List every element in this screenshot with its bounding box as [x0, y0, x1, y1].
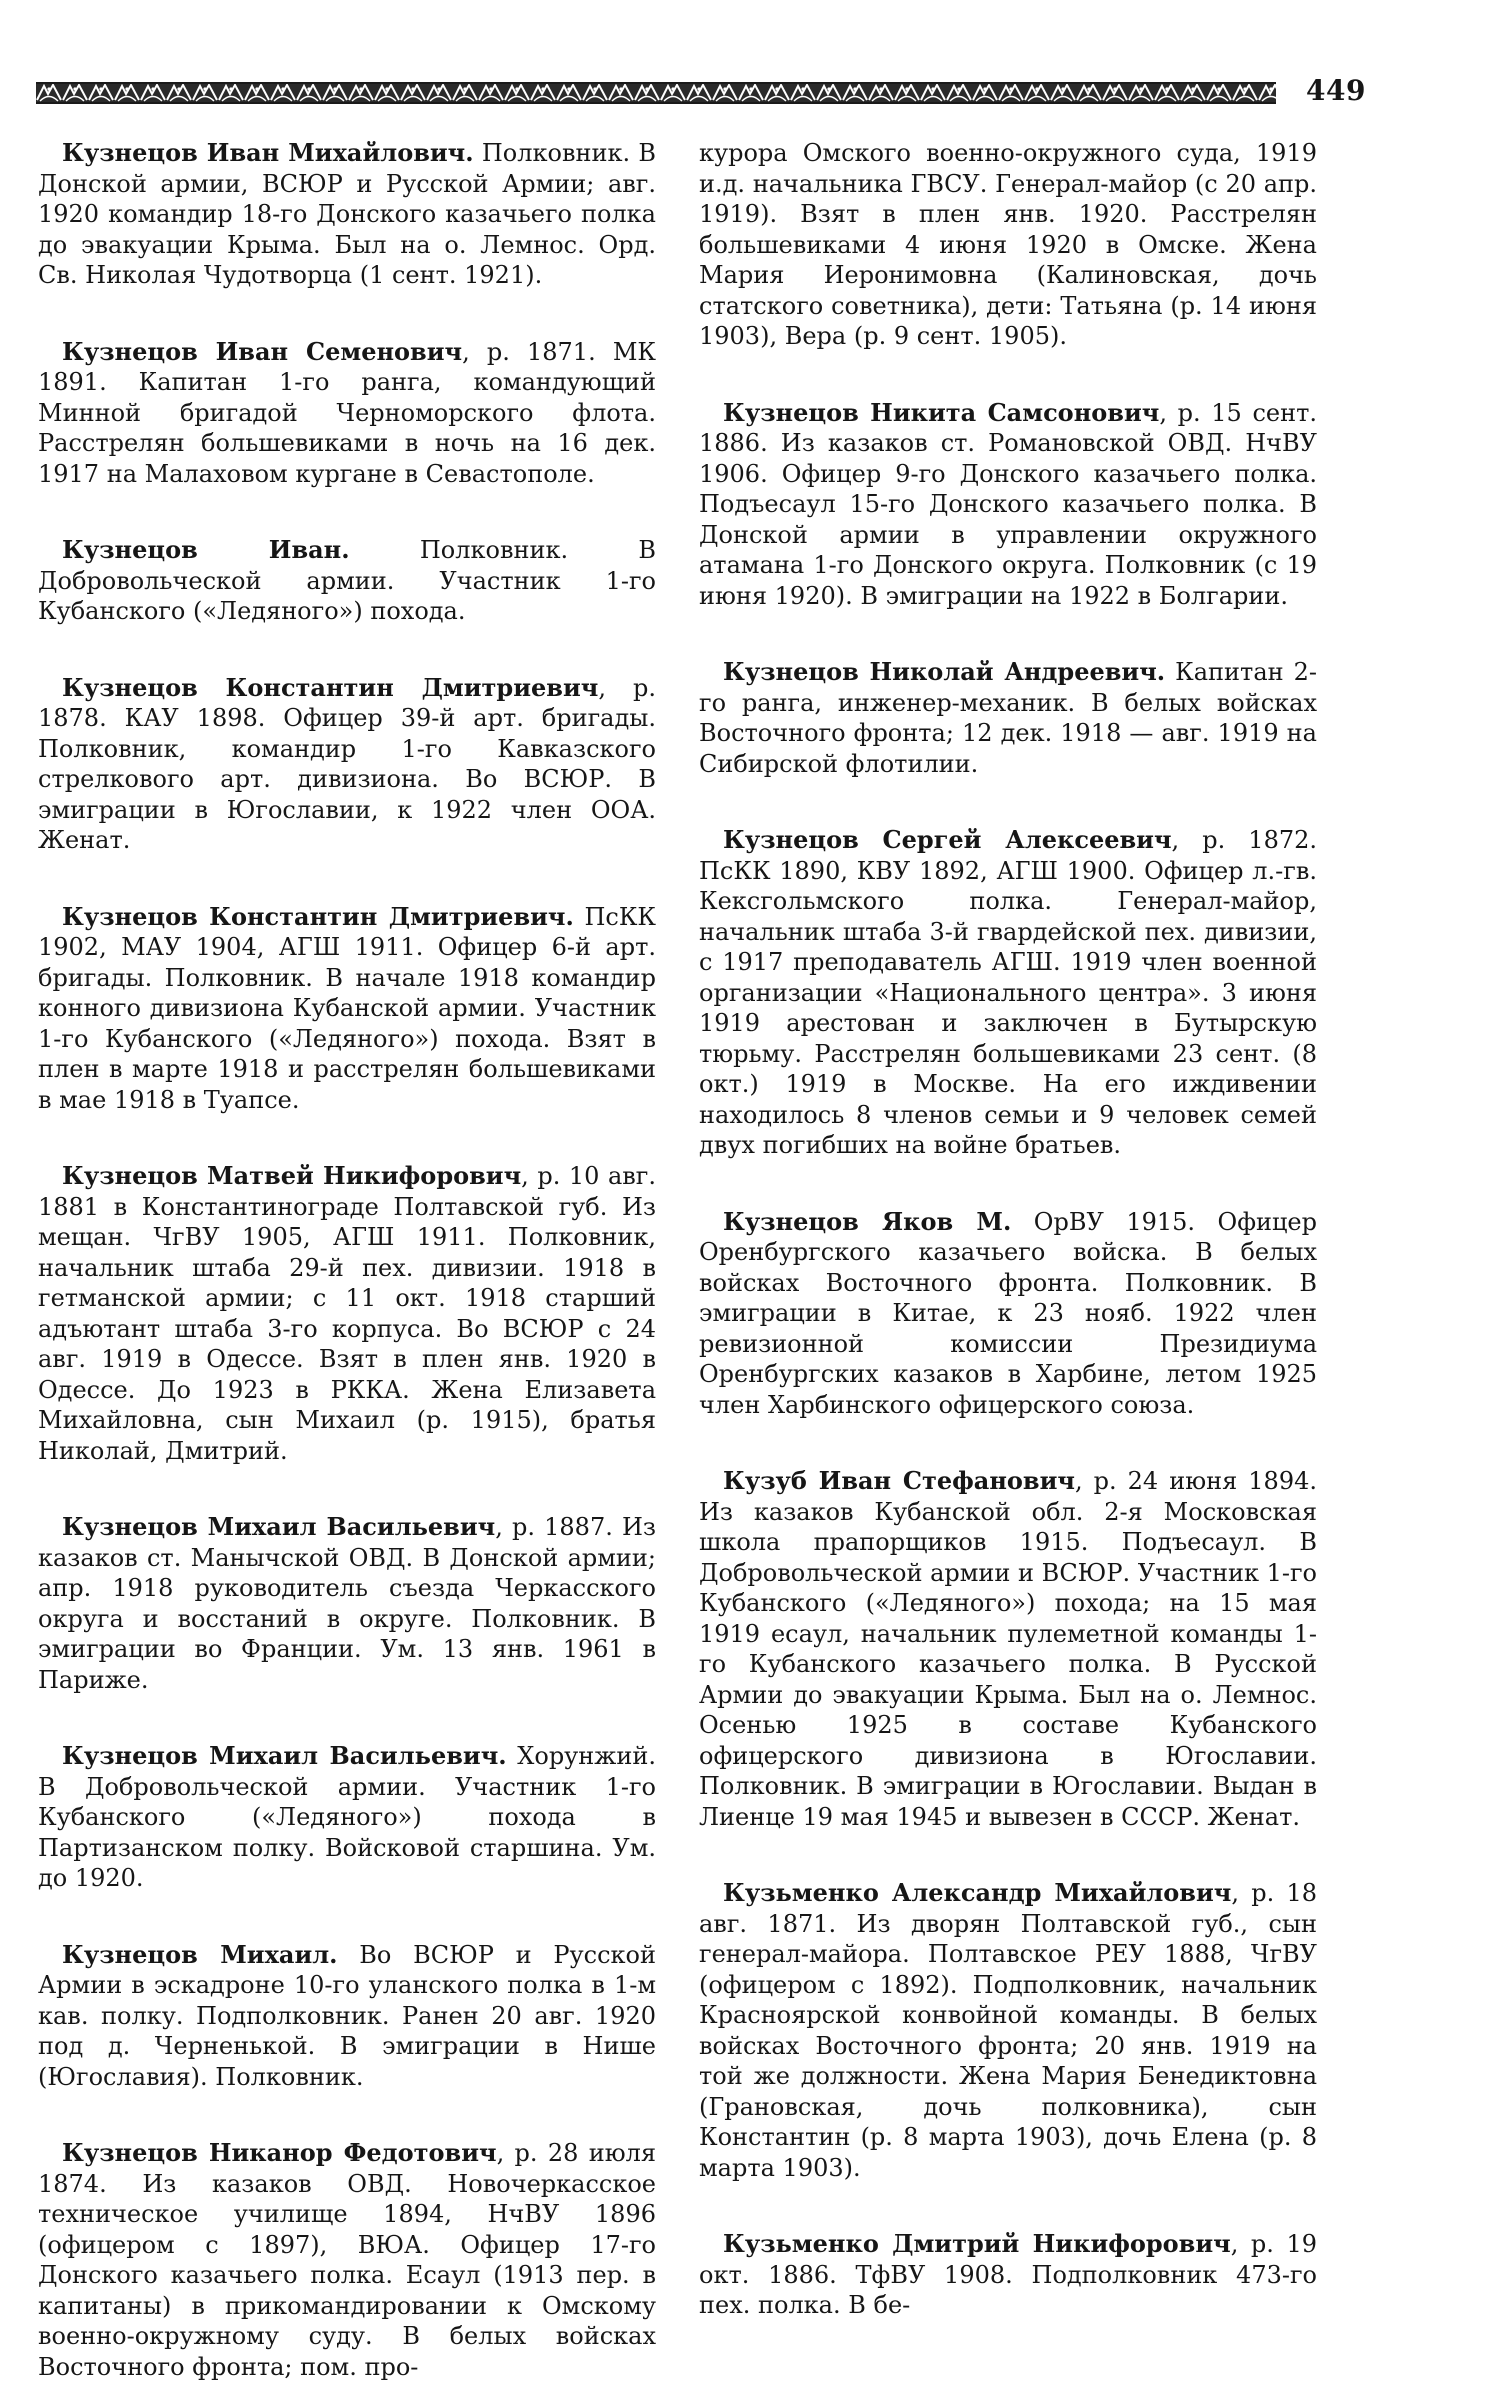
entry-text: Полковник. В Добровольческой армии. Участник 1-го Кубанского («Ледяного») похода.: [38, 536, 656, 625]
entry-text: Во ВСЮР и Русской Армии в эскадроне 10-го уланского полка в 1-м кав. полку. Подполковник. Ранен 20 авг. 1920 под д. Черненькой. В эмиграции в Нише (Югославия). Полковник.: [38, 1940, 657, 2091]
entry-name: Кузнецов Михаил.: [62, 1939, 338, 1969]
entry-name: Кузуб Иван Стефанович: [723, 1466, 1075, 1495]
entry-name: Кузнецов Константин Дмитриевич.: [62, 901, 574, 931]
entry-text: , р. 1872. ПсКК 1890, КВУ 1892, АГШ 1900. Офицер л.-гв. Кексгольмского полка. Генерал-майор, начальник штаба 3-й гвардейской пех. дивизии, с 1917 преподаватель АГШ. 1919 член военной организации «Национального центра». 3 июня 1919 арестован и заключен в Бутырскую тюрьму. Расстрелян большевиками 23 сент. (8 окт.) 1919 в Москве. На его иждивении находилось 8 членов семьи и 9 человек семей двух погибших на войне братьев.: [699, 826, 1317, 1159]
entry-name: Кузнецов Никанор Федотович: [62, 2138, 497, 2167]
entry-kuznetsov-nikolai: [699, 657, 1317, 779]
entry-kuznetsov-konstantin-1: [38, 673, 656, 856]
entry-name: Кузнецов Яков М.: [723, 1206, 1012, 1236]
entry-text: ОрВУ 1915. Офицер Оренбургского казачьего войска. В белых войсках Восточного фронта. Полковник. В эмиграции в Китае, к 23 нояб. 1922 член ревизионной комиссии Президиума Оренбургских казаков в Харбине, летом 1925 член Харбинского офицерского союза.: [699, 1207, 1317, 1419]
entry-name: Кузнецов Иван Семенович: [62, 336, 463, 366]
page-header: [36, 72, 1456, 112]
entry-text: , р. 10 авг. 1881 в Константинограде Полтавской губ. Из мещан. ЧгВУ 1905, АГШ 1911. Полковник, начальник штаба 29-й пех. дивизии. 1918 в гетманской армии; с 11 окт. 1918 старший адъютант штаба 3-го корпуса. Во ВСЮР с 24 авг. 1919 в Одессе. Взят в плен янв. 1920 в Одессе. До 1923 в РККА. Жена Елизавета Михайловна, сын Михаил (р. 1915), братья Николай, Дмитрий.: [38, 1162, 656, 1465]
entry-name: Кузнецов Никита Самсонович: [723, 397, 1160, 427]
entry-kuznetsov-konstantin-2: [38, 902, 656, 1116]
entry-kuznetsov-mikhail: [38, 1940, 656, 2093]
entry-text: , р. 18 авг. 1871. Из дворян Полтавской губ., сын генерал-майора. Полтавское РЕУ 1888, ЧгВУ (офицером с 1892). Подполковник, начальник Красноярской конвойной команды. В белых войсках Восточного фронта; 20 янв. 1919 на той же должности. Жена Мария Бенедиктовна (Грановская, дочь полковника), сын Константин (р. 8 марта 1903), дочь Елена (р. 8 марта 1903).: [699, 1879, 1317, 2182]
entry-kuzmenko-aleksandr: [699, 1878, 1317, 2183]
entry-name: Кузнецов Николай Андреевич.: [723, 657, 1166, 686]
entry-kuznetsov-yakov: [699, 1207, 1317, 1421]
entry-kuzmenko-dmitrii: [699, 2229, 1317, 2321]
left-column: [38, 138, 656, 2382]
entry-text: курора Омского военно-окружного суда, 1919 и.д. начальника ГВСУ. Генерал-майор (с 20 апр. 1919). Взят в плен янв. 1920. Расстрелян большевиками 4 июня 1920 в Омске. Жена Мария Иеронимовна (Калиновская, дочь статского советника), дети: Татьяна (р. 14 июня 1903), Вера (р. 9 сент. 1905).: [699, 139, 1317, 350]
entry-name: Кузнецов Иван Михайлович.: [62, 138, 474, 167]
entry-text: Полковник. В Донской армии, ВСЮР и Русской Армии; авг. 1920 командир 18-го Донского казачьего полка до эвакуации Крыма. Был на о. Лемнос. Орд. Св. Николая Чудотворца (1 сент. 1921).: [38, 139, 656, 289]
entry-kuznetsov-matvei: [38, 1161, 656, 1466]
entry-text: , р. 1878. КАУ 1898. Офицер 39-й арт. бригады. Полковник, командир 1-го Кавказского стрелкового арт. дивизиона. Во ВСЮР. В эмиграции в Югославии, к 1922 член ООА. Женат.: [38, 673, 656, 854]
entry-kuznetsov-nikanor: [38, 2138, 656, 2382]
entry-kuznetsov-sergei: [699, 825, 1317, 1161]
entry-name: Кузнецов Сергей Алексеевич: [723, 825, 1172, 854]
entry-name: Кузнецов Константин Дмитриевич: [62, 672, 599, 702]
page-number: 449: [1306, 74, 1366, 107]
entry-kuznetsov-ivan-semenovich: [38, 337, 656, 490]
entry-continuation: [699, 138, 1317, 352]
entry-text: Капитан 2-го ранга, инженер-механик. В белых войсках Восточного фронта; 12 дек. 1918 — авг. 1919 на Сибирской флотилии.: [699, 658, 1318, 778]
entry-text: , р. 24 июня 1894. Из казаков Кубанской обл. 2-я Московская школа прапорщиков 1915. Подъесаул. В Добровольческой армии и ВСЮР. Участник 1-го Кубанского («Ледяного») похода; на 15 мая 1919 есаул, начальник пулеметной команды 1-го Кубанского казачьего полка. В Русской Армии до эвакуации Крыма. Был на о. Лемнос. Осенью 1925 в составе Кубанского офицерского дивизиона в Югославии. Полковник. В эмиграции в Югославии. Выдан в Лиенце 19 мая 1945 и вывезен в СССР. Женат.: [699, 1467, 1317, 1831]
entry-text: , р. 1871. МК 1891. Капитан 1-го ранга, командующий Минной бригадой Черноморского флота. Расстрелян большевиками в ночь на 16 дек. 1917 на Малаховом кургане в Севастополе.: [38, 337, 656, 488]
right-column: [699, 138, 1317, 2321]
entry-name: Кузнецов Михаил Васильевич: [62, 1512, 496, 1541]
entry-kuznetsov-nikita: [699, 398, 1317, 612]
entry-text: , р. 1887. Из казаков ст. Манычской ОВД. В Донской армии; апр. 1918 руководитель съезда Черкасского округа и восстаний в округе. Полковник. В эмиграции во Франции. Ум. 13 янв. 1961 в Париже.: [38, 1513, 657, 1694]
entry-text: Хорунжий. В Добровольческой армии. Участник 1-го Кубанского («Ледяного») похода в Партизанском полку. Войсковой старшина. Ум. до 1920.: [38, 1742, 656, 1892]
entry-kuznetsov-mikhail-vasilievich-2: [38, 1741, 656, 1894]
entry-text: ПсКК 1902, МАУ 1904, АГШ 1911. Офицер 6-й арт. бригады. Полковник. В начале 1918 командир конного дивизиона Кубанской армии. Участник 1-го Кубанского («Ледяного») похода. Взят в плен в марте 1918 и расстрелян большевиками в мае 1918 в Туапсе.: [38, 902, 656, 1114]
entry-name: Кузнецов Михаил Васильевич.: [62, 1741, 507, 1770]
entry-name: Кузьменко Дмитрий Никифорович: [723, 2229, 1231, 2258]
entry-kuznetsov-ivan-mikhailovich: [38, 138, 656, 291]
entry-kuzub-ivan: [699, 1466, 1317, 1832]
entry-name: Кузнецов Иван.: [62, 535, 350, 564]
entry-kuznetsov-ivan: [38, 535, 656, 627]
decorative-band-icon: [36, 82, 1276, 104]
entry-text: , р. 15 сент. 1886. Из казаков ст. Романовской ОВД. НчВУ 1906. Офицер 9-го Донского казачьего полка. Подъесаул 15-го Донского казачьего полка. В Донской армии в управлении окружного атамана 1-го Донского округа. Полковник (с 19 июня 1920). В эмиграции на 1922 в Болгарии.: [699, 398, 1317, 610]
entry-name: Кузнецов Матвей Никифорович: [62, 1161, 522, 1190]
entry-text: , р. 19 окт. 1886. ТфВУ 1908. Подполковник 473-го пех. полка. В бе-: [699, 2230, 1318, 2319]
entry-text: , р. 28 июля 1874. Из казаков ОВД. Новочеркасское техническое училище 1894, НчВУ 1896 (офицером с 1897), ВЮА. Офицер 17-го Донского казачьего полка. Есаул (1913 пер. в капитаны) в прикомандировании к Омскому военно-окружному суду. В белых войсках Восточного фронта; пом. про-: [38, 2139, 656, 2381]
entry-kuznetsov-mikhail-vasilievich-1: [38, 1512, 656, 1695]
entry-name: Кузьменко Александр Михайлович: [723, 1878, 1232, 1907]
